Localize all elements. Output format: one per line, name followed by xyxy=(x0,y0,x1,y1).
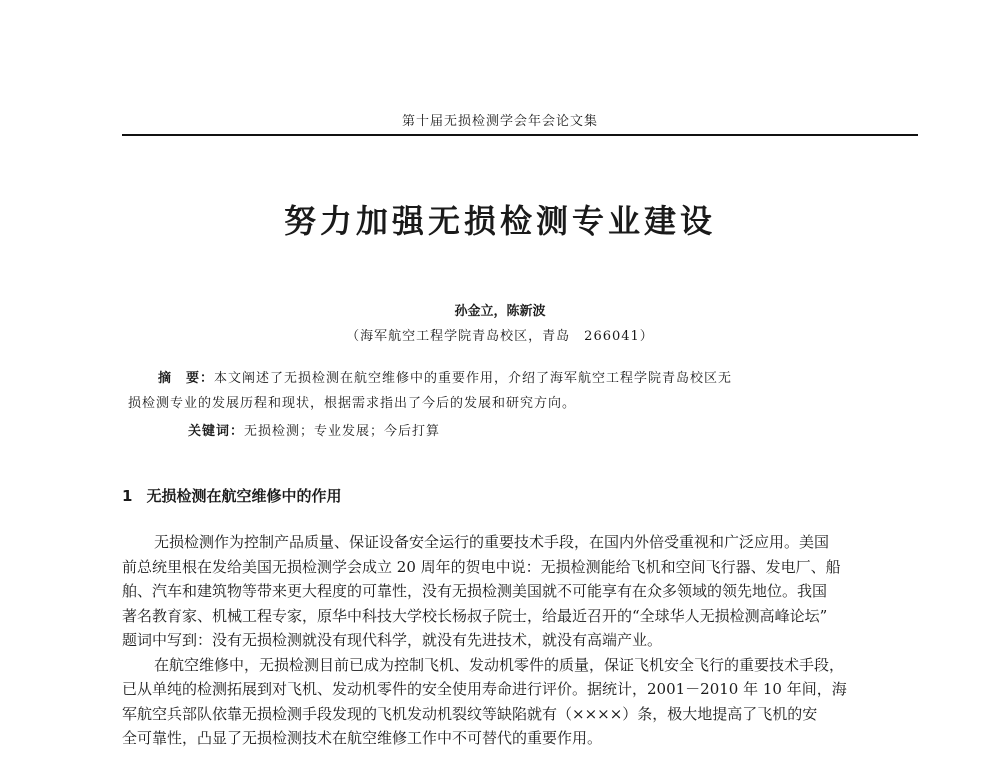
abstract-text-1: 本文阐述了无损检测在航空维修中的重要作用，介绍了海军航空工程学院青岛校区无 xyxy=(214,371,733,386)
body-line: 在航空维修中，无损检测目前已成为控制飞机、发动机零件的质量，保证飞机安全飞行的重要技术手段， xyxy=(154,655,845,674)
body-line: 前总统里根在发给美国无损检测学会成立 20 周年的贺电中说：无损检测能给飞机和空间飞行器、发电厂、船 xyxy=(122,557,841,576)
keywords-text: 无损检测；专业发展；今后打算 xyxy=(244,424,441,439)
paper-title: 努力加强无损检测专业建设 xyxy=(283,202,716,240)
running-head: 第十届无损检测学会年会论文集 xyxy=(401,114,598,129)
header-rule xyxy=(122,134,918,136)
abstract xyxy=(128,366,898,416)
keywords xyxy=(188,420,440,439)
body-line: 已从单纯的检测拓展到对飞机、发动机零件的安全使用寿命进行评价。据统计，2001－2010 年 10 年间，海 xyxy=(122,680,847,698)
keywords-label: 关键词： xyxy=(188,424,245,439)
abstract-label: 摘 要： xyxy=(158,371,215,386)
body-line: 题词中写到：没有无损检测就没有现代科学，就没有先进技术，就没有高端产业。 xyxy=(122,631,663,649)
affiliation: （海军航空工程学院青岛校区，青岛 266041） xyxy=(346,329,654,344)
body-line: 军航空兵部队依靠无损检测手段发现的飞机发动机裂纹等缺陷就有（××××）条，极大地提高了飞机的安 xyxy=(122,704,818,723)
section-number: 1 xyxy=(122,487,133,505)
body-line: 全可靠性，凸显了无损检测技术在航空维修工作中不可替代的重要作用。 xyxy=(122,729,603,747)
section-heading xyxy=(122,485,341,506)
body-text xyxy=(122,530,918,751)
authors: 孙金立，陈新波 xyxy=(454,304,546,319)
abstract-line-1 xyxy=(158,366,898,391)
body-line: 舶、汽车和建筑物等带来更大程度的可靠性，没有无损检测美国就不可能享有在众多领域的领先地位。我国 xyxy=(122,582,828,600)
body-line: 著名教育家、机械工程专家，原华中科技大学校长杨叔子院士，给最近召开的“全球华人无损检测高峰论坛” xyxy=(122,606,828,625)
section-title: 无损检测在航空维修中的作用 xyxy=(146,487,342,505)
abstract-text-2: 损检测专业的发展历程和现状，根据需求指出了今后的发展和研究方向。 xyxy=(128,396,577,411)
body-line: 无损检测作为控制产品质量、保证设备安全运行的重要技术手段，在国内外倍受重视和广泛应用。美国 xyxy=(154,533,830,551)
